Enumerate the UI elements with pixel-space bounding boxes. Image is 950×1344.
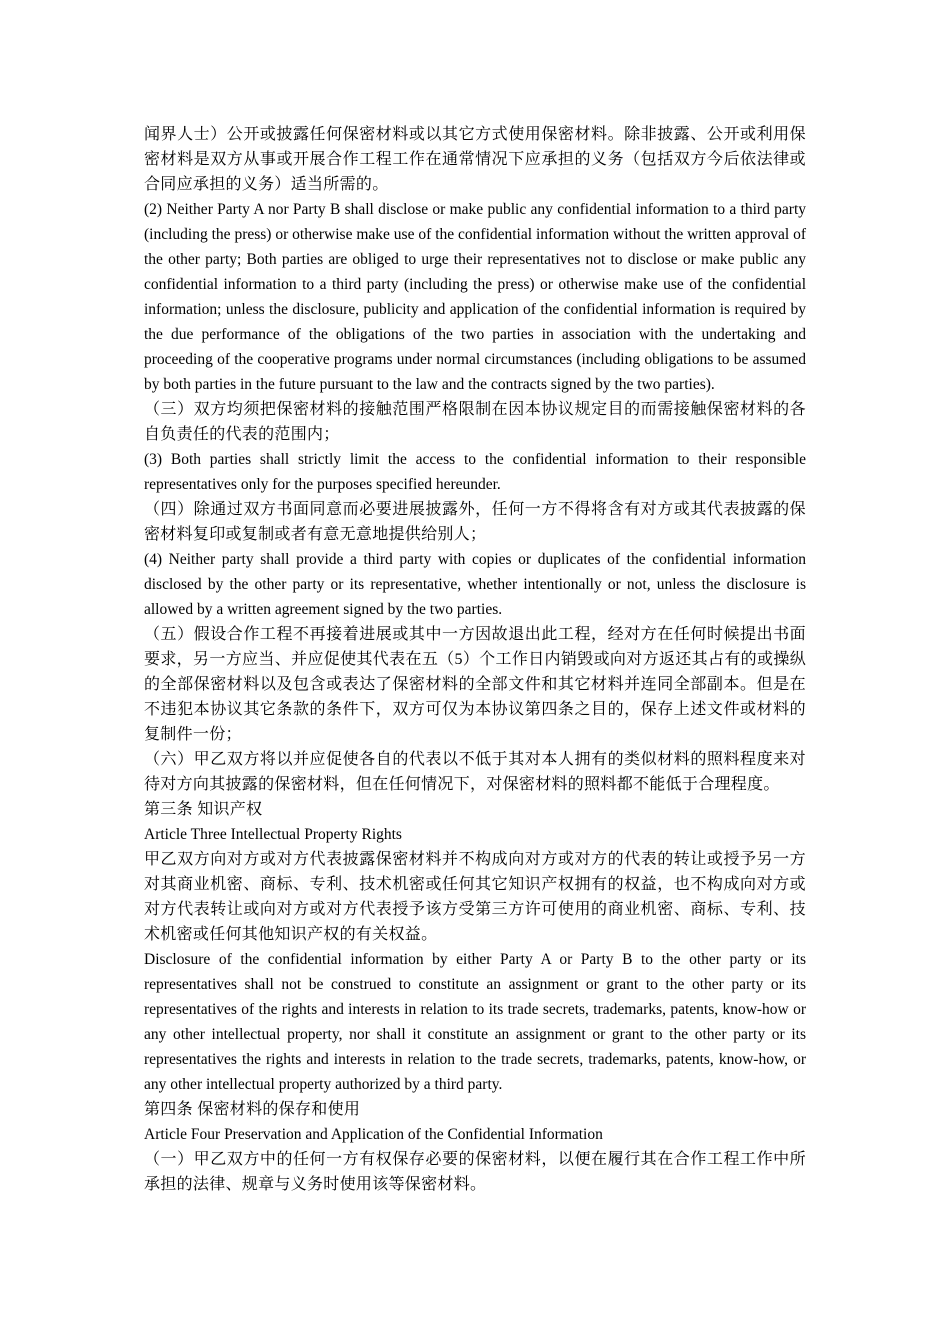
paragraph-zh-3: （三）双方均须把保密材料的接触范围严格限制在因本协议规定目的而需接触保密材料的各自负责任的代表的范围内； [144,401,806,443]
article-three-body-zh: 甲乙双方向对方或对方代表披露保密材料并不构成向对方或对方的代表的转让或授予另一方对其商业机密、商标、专利、技术机密或任何其它知识产权拥有的权益，也不构成向对方或对方代表转让或向对方或对方代表授予该方受第三方许可使用的商业机密、商标、专利、技术机密或任何其他知识产权的有关权益。 [144,851,806,943]
article-three-body-en: Disclosure of the confidential information by either Party A or Party B to the other party or its representatives shall not be construed to constitute an assignment or grant to the other party or its representatives of the rights and interests in relation to its trade secrets, trademarks, patents, know-how or any other intellectual property, nor shall it constitute an assignment or grant to the other party or its representatives the rights and interests in relation to the trade secrets, trademarks, patents, know-how, or any other intellectual property authorized by a third party. [144,951,806,1093]
paragraph-zh-6: （六）甲乙双方将以并应促使各自的代表以不低于其对本人拥有的类似材料的照料程度来对待对方向其披露的保密材料，但在任何情况下，对保密材料的照料都不能低于合理程度。 [144,751,806,793]
article-three-heading-en: Article Three Intellectual Property Rights [144,826,402,843]
paragraph-zh-1: 闻界人士）公开或披露任何保密材料或以其它方式使用保密材料。除非披露、公开或利用保密材料是双方从事或开展合作工程工作在通常情况下应承担的义务（包括双方今后依法律或合同应承担的义务）适当所需的。 [144,126,806,193]
paragraph-zh-5: （五）假设合作工程不再接着进展或其中一方因故退出此工程，经对方在任何时候提出书面要求，另一方应当、并应促使其代表在五（5）个工作日内销毁或向对方返还其占有的或操纵的全部保密材料以及包含或表达了保密材料的全部文件和其它材料并连同全部副本。但是在不违犯本协议其它条款的条件下，双方可仅为本协议第四条之目的，保存上述文件或材料的复制件一份； [144,626,806,743]
article-four-item-1-zh: （一）甲乙双方中的任何一方有权保存必要的保密材料，以便在履行其在合作工程工作中所承担的法律、规章与义务时使用该等保密材料。 [144,1151,806,1193]
article-three-heading-zh: 第三条 知识产权 [144,801,263,818]
paragraph-en-2: (2) Neither Party A nor Party B shall disclose or make public any confidential information to a third party (including the press) or otherwise make use of the confidential information without the written approval of the other party; Both parties are obliged to urge their representatives not to disclose or make public any confidential information to a third party (including the press) or otherwise make use of the confidential information; unless the disclosure, publicity and application of the confidential information is required by the due performance of the obligations of the two parties in association with the undertaking and proceeding of the cooperative programs under normal circumstances (including obligations to be assumed by both parties in the future pursuant to the law and the contracts signed by the two parties). [144,201,806,393]
document-page [144,122,806,1197]
paragraph-en-3: (3) Both parties shall strictly limit the access to the confidential information to their responsible representatives only for the purposes specified hereunder. [144,451,806,493]
paragraph-zh-4: （四）除通过双方书面同意而必要进展披露外，任何一方不得将含有对方或其代表披露的保密材料复印或复制或者有意无意地提供给别人； [144,501,806,543]
paragraph-en-4: (4) Neither party shall provide a third party with copies or duplicates of the confidential information disclosed by the other party or its representative, whether intentionally or not, unless the disclosure is allowed by a written agreement signed by the two parties. [144,551,806,618]
article-four-heading-zh: 第四条 保密材料的保存和使用 [144,1101,361,1118]
article-four-heading-en: Article Four Preservation and Application of the Confidential Information [144,1126,603,1143]
